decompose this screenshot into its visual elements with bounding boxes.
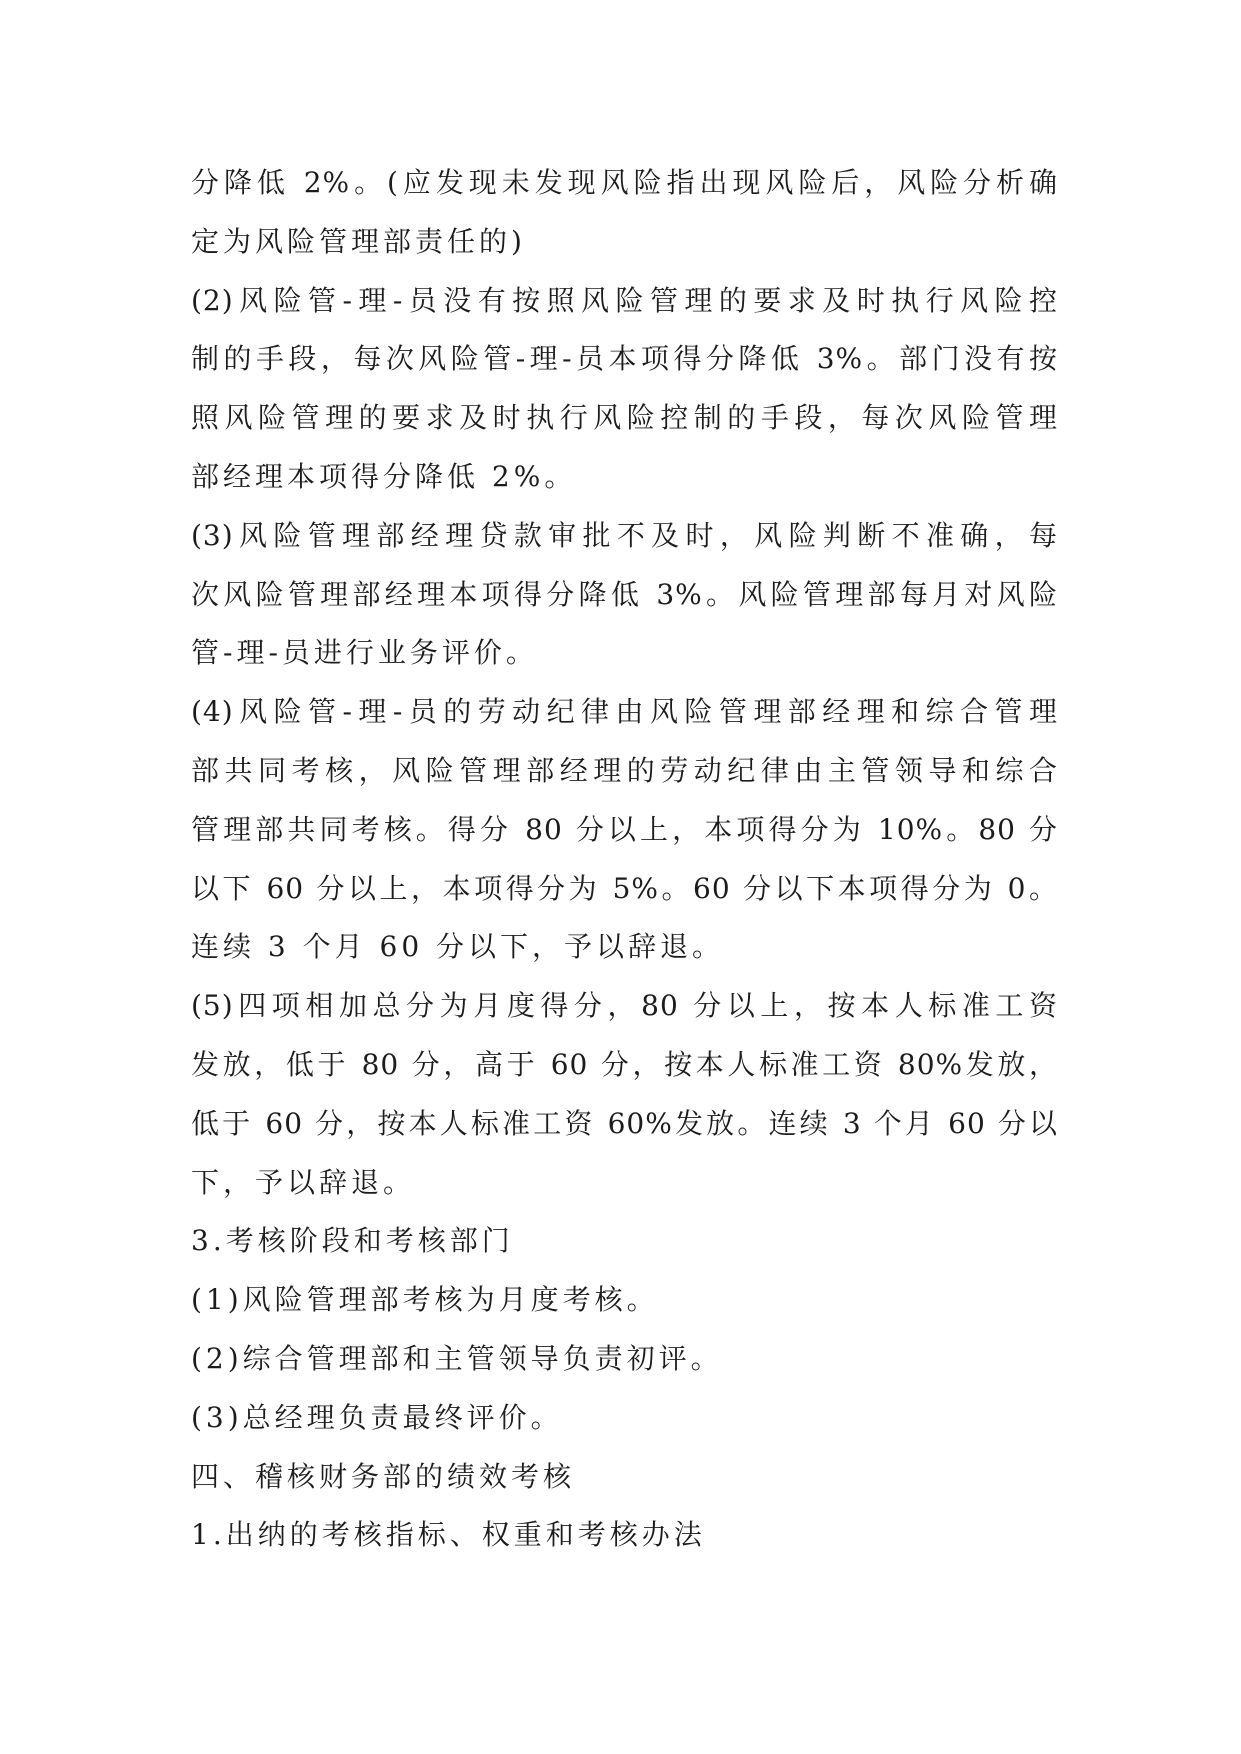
text-line: 管理部共同考核。得分 80 分以上，本项得分为 10%。80 分	[191, 812, 1058, 846]
document-body	[191, 154, 1058, 1565]
section-heading: 3.考核阶段和考核部门	[191, 1224, 514, 1258]
text-line: 定为风险管理部责任的)	[191, 224, 526, 258]
stage-item-1: (1)风险管理部考核为月度考核。	[191, 1283, 659, 1317]
text-line: 分降低 2%。(应发现未发现风险指出现风险后，风险分析确	[191, 166, 1058, 199]
text-line: 管-理-员进行业务评价。	[191, 636, 538, 670]
text-line: 以下 60 分以上，本项得分为 5%。60 分以下本项得分为 0。	[191, 871, 1058, 905]
text-line: 制的手段，每次风险管-理-员本项得分降低 3%。部门没有按	[191, 342, 1058, 376]
stage-item-2: (2)综合管理部和主管领导负责初评。	[191, 1341, 723, 1375]
subsection-heading: 1.出纳的考核指标、权重和考核办法	[191, 1518, 706, 1552]
text-line: 照风险管理的要求及时执行风险控制的手段，每次风险管理	[191, 401, 1058, 435]
text-line: 下，予以辞退。	[191, 1165, 416, 1199]
text-line: (4)风险管-理-员的劳动纪律由风险管理部经理和综合管理	[191, 695, 1058, 729]
text-line: 部经理本项得分降低 2%。	[191, 459, 577, 493]
text-line: 部共同考核，风险管理部经理的劳动纪律由主管领导和综合	[191, 753, 1058, 787]
rule-item-2	[191, 272, 1058, 507]
text-line: 连续 3 个月 60 分以下，予以辞退。	[191, 930, 725, 964]
text-line: (5)四项相加总分为月度得分，80 分以上，按本人标准工资	[191, 989, 1058, 1023]
continued-paragraph	[191, 154, 1058, 272]
text-line: 发放，低于 80 分，高于 60 分，按本人标准工资 80%发放，	[191, 1047, 1058, 1081]
rule-item-5	[191, 977, 1058, 1212]
chapter-heading: 四、稽核财务部的绩效考核	[191, 1459, 576, 1493]
text-line: (3)风险管理部经理贷款审批不及时，风险判断不准确，每	[191, 518, 1058, 552]
rule-item-3	[191, 507, 1058, 683]
text-line: (2)风险管-理-员没有按照风险管理的要求及时执行风险控	[191, 283, 1058, 317]
stage-item-3: (3)总经理负责最终评价。	[191, 1400, 563, 1434]
text-line: 低于 60 分，按本人标准工资 60%发放。连续 3 个月 60 分以	[191, 1106, 1058, 1140]
text-line: 次风险管理部经理本项得分降低 3%。风险管理部每月对风险	[191, 577, 1058, 611]
rule-item-4	[191, 683, 1058, 977]
